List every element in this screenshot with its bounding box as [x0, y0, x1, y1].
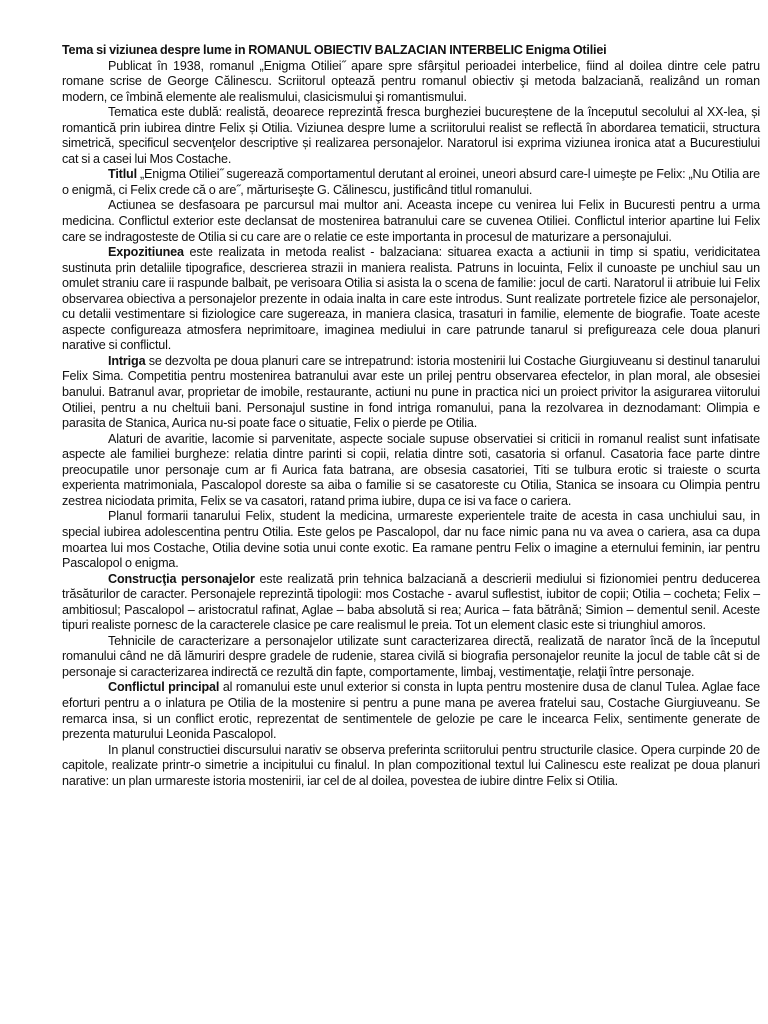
paragraph-text: Publicat în 1938, romanul „Enigma Otiliei˝ apare spre sfârşitul perioadei interbelice, fiind al doilea dintre cele patru romane scrise de George Călinescu. Scriitorul optează pentru romanul obiectiv şi metoda balzaciană, realizând un roman modern, ce îmbină elemente ale realismului, clasicismului şi romantismului. — [62, 58, 760, 104]
paragraph-lead-heading: Conflictul principal — [108, 680, 220, 695]
paragraph-text: este realizata in metoda realist - balzaciana: situarea exacta a actiunii in timp si spatiu, veridicitatea sustinuta prin detaliile tipografice, descrierea strazii in maniera realista. Patruns in locuinta, Felix il cunoaste pe unchiul sau un omulet straniu care ii raspunde balbait, pe verisoara Otilia si asista la o scena de familie: jocul de carti. Naratorul ii atribuie lui Felix observarea obiectiva a personajelor prezente in odaia inalta in care este introdus. Sunt realizate portretele fizice ale personajelor, cu detalii vestimentare si fiziologice care sugereaza, in maniera clasica, trasaturi in familie, elemente de biografie. Toate aceste aspecte configureaza atmosfera neprimitoare, imaginea mediului in care patrunde tanarul si prefigureaza cele doua planuri narative si conflictul. — [62, 245, 760, 353]
paragraph-lead-heading: Titlul — [108, 167, 137, 182]
paragraph-text: al romanului este unul exterior si consta in lupta pentru mostenire dusa de clanul Tulea. Aglae face eforturi pentru a o inlatura pe Otilia de la mostenire si pentru a pune mana pe averea fratelui sau, Costache Giurgiuveanu. Se remarca insa, si un conflict erotic, reprezentat de sentimentele de gelozie pe care le incearca Felix, sentimente generate de prezenta maturului Leonida Pascalopol. — [62, 680, 760, 742]
paragraph-intriga — [62, 354, 760, 432]
paragraph-conflictul-principal — [62, 680, 760, 742]
paragraph-titlul — [62, 167, 760, 198]
paragraph-text: este realizată prin tehnica balzaciană a descrierii mediului si fizionomiei pentru deducerea trăsăturilor de caracter. Personajele reprezintă tipologii: mos Costache - avarul suflestist, iubitor de copii; Otilia – cocheta; Felix – ambitiosul; Pascalopol – aristocratul rafinat, Aglae – baba absolută si rea; Aurica – fata bătrână; Simion – dementul senil. Aceste tipuri realiste pornesc de la caracterele clasice pe care realismul le preia. Tot un element clasic este si triunghiul amoros. — [62, 571, 760, 633]
paragraph-planul-formarii — [62, 509, 760, 571]
paragraph-text: „Enigma Otiliei˝ sugerează comportamentul derutant al eroinei, uneori absurd care-l uimeşte pe Felix: „Nu Otilia are o enigmă, ci Felix crede că o are˝, mărturiseşte G. Călinescu, justificând titlul romanului. — [62, 167, 760, 197]
paragraph-text: Alaturi de avaritie, lacomie si parvenitate, aspecte sociale supuse observatiei si criticii in romanul realist sunt infatisate aspecte ale familiei burgheze: relatia dintre parinti si copii, relatia dintre soti, casatoria si orfanul. Casatoria face parte dintre preocupatile unor personaje cum ar fi Aurica fata batrana, are obsesia casatoriei, Titi se tulbura erotic si traieste o scurta experienta matrimoniala, Pascalopol doreste sa aiba o familie si se casatoreste cu Otilia, Stanica se insoara cu Olimpia pentru zestrea niciodata primita, Felix se va casatori, ratand prima iubire, dupa ce isi va face o cariera. — [62, 431, 760, 508]
paragraph-discurs-narativ — [62, 743, 760, 790]
paragraph-aspecte-sociale — [62, 432, 760, 510]
paragraph-tehnici-caracterizare — [62, 634, 760, 681]
document-title: Tema si viziunea despre lume in ROMANUL OBIECTIV BALZACIAN INTERBELIC Enigma Otiliei — [62, 43, 607, 57]
paragraph-actiunea — [62, 198, 760, 245]
paragraph-lead-heading: Expozitiunea — [108, 245, 184, 260]
paragraph-publicare — [62, 59, 760, 106]
paragraph-text: se dezvolta pe doua planuri care se intrepatrund: istoria mostenirii lui Costache Giurgiuveanu si destinul tanarului Felix Sima. Competitia pentru mostenirea batranului avar este un prilej pentru observarea efectelor, in plan moral, ale obsesiei banului. Batranul avar, proprietar de imobile, restaurante, actiuni nu pune in practica nici un proiect privitor la asigurarea viitorului Otiliei, pentru a nu cheltuii bani. Personajul sustine in fond intriga romanului, pana la rezolvarea in deznodamant: Olimpia e parasita de Stanica, Aurica nu-si poate face o situatie, Felix o pierde pe Otilia. — [62, 353, 760, 431]
paragraph-text: Actiunea se desfasoara pe parcursul mai multor ani. Aceasta incepe cu venirea lui Felix in Bucuresti pentru a urma medicina. Conflictul exterior este declansat de mostenirea batranului care se cuvenea Otiliei. Conflictul interior apartine lui Felix care se indragosteste de Otilia si cu care are o relatie ce este importanta in procesul de maturizare a personajului. — [62, 198, 760, 244]
paragraph-text: Tematica este dublă: realistă, deoarece reprezintă fresca burgheziei bucureștene de la începutul secolului al XX-lea, și romantică prin iubirea dintre Felix și Otilia. Viziunea despre lume a scriitorului realist se reflectă în abordarea tematicii, structura simetrică, specificul secvenţelor descriptive și realizarea personajelor. Naratorul isi exprima viziunea ironica atat a Bucurestiului cat si a casei lui Mos Costache. — [62, 105, 760, 166]
paragraph-text: Planul formarii tanarului Felix, student la medicina, urmareste experientele traite de acesta in casa unchiului sau, in special iubirea adolescentina pentru Otilia. Este gelos pe Pascalopol, dar nu face nimic pana nu va avea o cariera, asa ca dupa moartea lui mos Costache, Otilia devine sotia unui conte exotic. Ea ramane pentru Felix o imagine a eternului feminin, iar pentru Pascalopol o enigma. — [62, 509, 760, 571]
paragraph-text: In planul constructiei discursului narativ se observa preferinta scriitorului pentru structurile clasice. Opera curpinde 20 de capitole, realizate printr-o simetrie a incipitului cu finalul. In plan compozitional textul lui Calinescu este realizat pe doua planuri narative: un plan urmareste istoria mostenirii, iar cel de al doilea, povestea de iubire dintre Felix si Otilia. — [62, 742, 760, 788]
paragraph-tematica — [62, 105, 760, 167]
paragraph-constructia-personajelor — [62, 572, 760, 634]
paragraph-expozitiunea — [62, 245, 760, 354]
paragraph-text: Tehnicile de caracterizare a personajelor utilizate sunt caracterizarea directă, realizată de narator încă de la începutul romanului când ne dă lămuriri despre gradele de rudenie, starea civilă si biografia personajelor reunite la jocul de table cât si de personaje si caracterizarea indirectă ce rezultă din fapte, comportamente, limbaj, vestimentaţie, relaţii între personaje. — [62, 633, 760, 679]
paragraph-lead-heading: Construcţia personajelor — [108, 571, 255, 586]
paragraph-lead-heading: Intriga — [108, 353, 146, 368]
